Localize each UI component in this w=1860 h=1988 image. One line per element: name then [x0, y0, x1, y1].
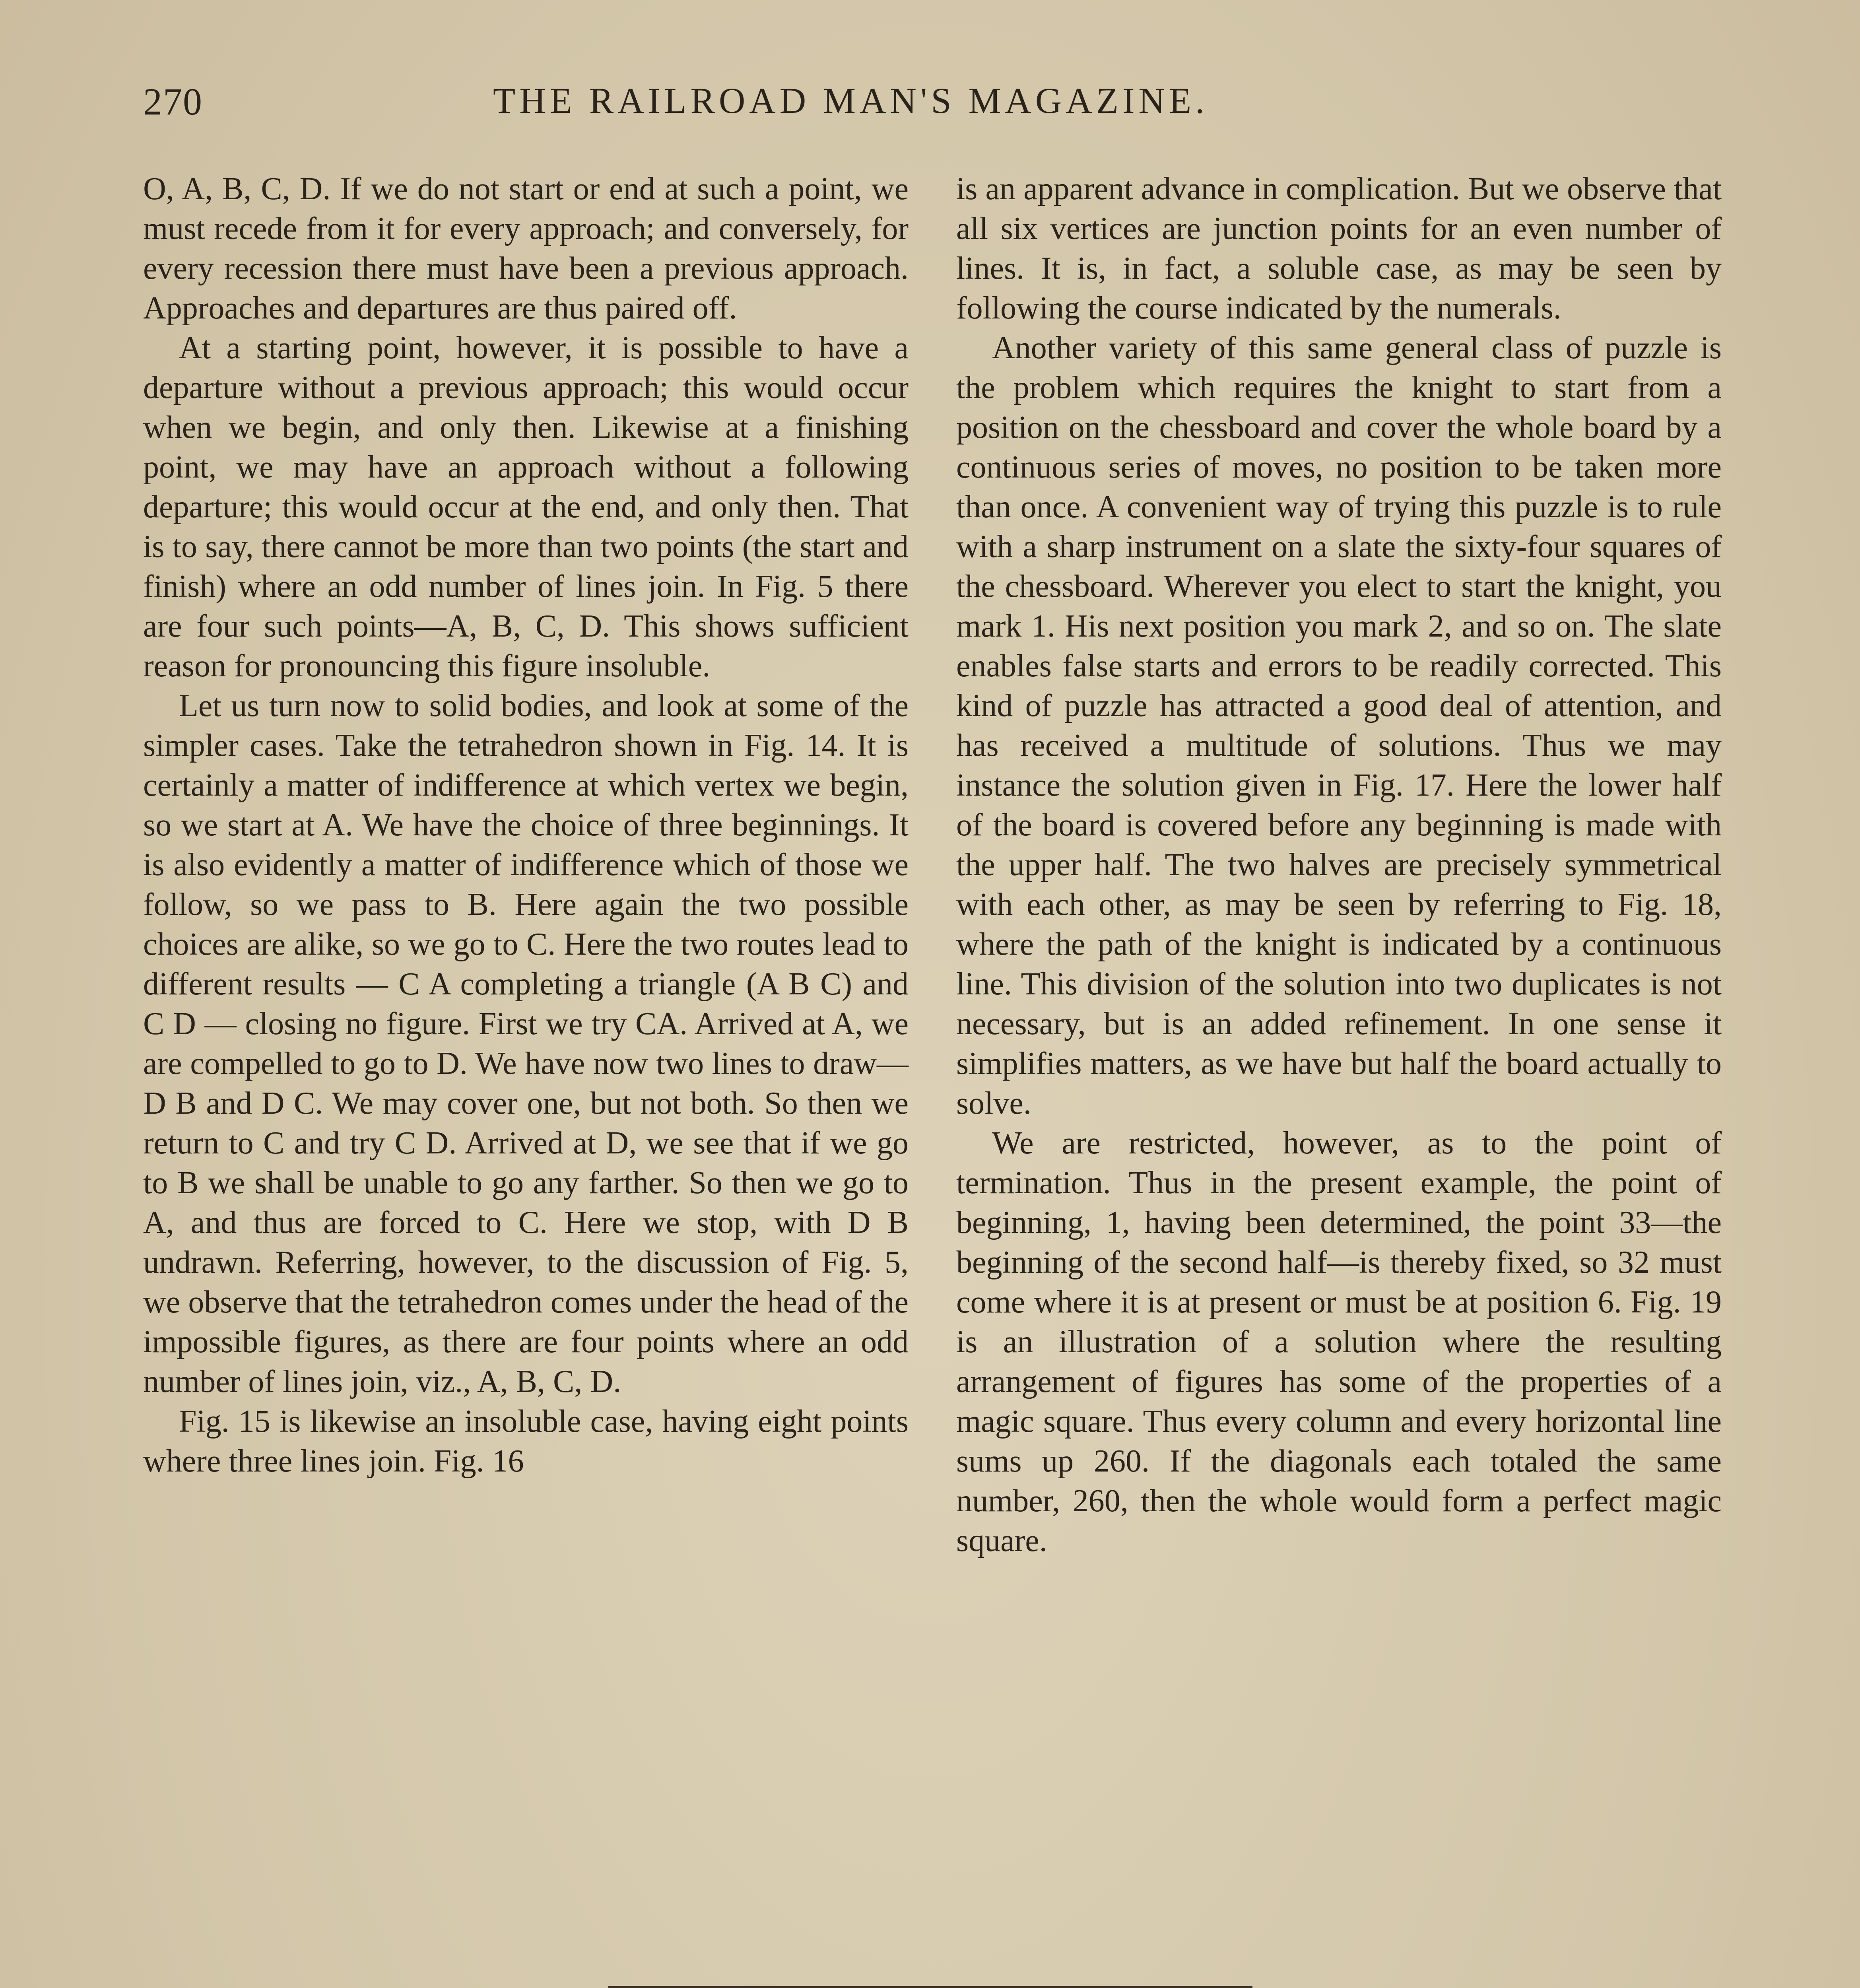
paragraph: Let us turn now to solid bodies, and look at some of the simpler cases. Take the tetrahedron shown in Fig. 14. It is certainly a matter of indifference at which vertex we begin, so we start at A. We have the choice of three beginnings. It is also evidently a matter of indifference which of those we follow, so we pass to B. Here again the two possible choices are alike, so we go to C. Here the two routes lead to different results — C A completing a triangle (A B C) and C D — closing no figure. First we try CA. Arrived at A, we are compelled to go to D. We have now two lines to draw—D B and D C. We may cover one, but not both. So then we return to C and try C D. Arrived at D, we see that if we go to B we shall be unable to go any farther. So then we go to A, and thus are forced to C. Here we stop, with D B undrawn. Referring, however, to the discussion of Fig. 5, we observe that the tetrahedron comes under the head of the impossible figures, as there are four points where an odd number of lines join, viz., A, B, C, D.: [143, 688, 909, 1399]
paragraph: At a starting point, however, it is possible to have a departure without a previous approach; this would occur when we begin, and only then. Likewise at a finishing point, we may have an approach without a following departure; this would occur at the end, and only then. That is to say, there cannot be more than two points (the start and finish) where an odd number of lines join. In Fig. 5 there are four such points—A, B, C, D. This shows sufficient reason for pronouncing this figure insoluble.: [143, 330, 909, 683]
magazine-title: THE RAILROAD MAN'S MAGAZINE.: [493, 80, 1209, 121]
top-article-right-column: [956, 169, 1722, 1561]
top-article-left-column: [143, 169, 909, 1481]
section-divider: [608, 1986, 1252, 1988]
paragraph: is an apparent advance in complication. But we observe that all six vertices are junction points for an even number of lines. It is, in fact, a soluble case, as may be seen by following the course indicated by the numerals.: [956, 171, 1722, 326]
paragraph: O, A, B, C, D. If we do not start or end at such a point, we must recede from it for every approach; and conversely, for every recession there must have been a previous approach. Approaches and departures are thus paired off.: [143, 171, 909, 326]
paragraph: We are restricted, however, as to the point of termination. Thus in the present example, the point of beginning, 1, having been determined, the point 33—the beginning of the second half—is thereby fixed, so 32 must come where it is at present or must be at position 6. Fig. 19 is an illustration of a solution where the resulting arrangement of figures has some of the properties of a magic square. Thus every column and every horizontal line sums up 260. If the diagonals each totaled the same number, 260, then the whole would form a perfect magic square.: [956, 1126, 1722, 1558]
paragraph: Fig. 15 is likewise an insoluble case, having eight points where three lines join. Fig. 16: [143, 1404, 909, 1479]
running-header: [143, 80, 1722, 127]
page-number: 270: [143, 80, 203, 123]
paragraph: Another variety of this same general class of puzzle is the problem which requires the knight to start from a position on the chessboard and cover the whole board by a continuous series of moves, no position to be taken more than once. A convenient way of trying this puzzle is to rule with a sharp instrument on a slate the sixty-four squares of the chessboard. Wherever you elect to start the knight, you mark 1. His next position you mark 2, and so on. The slate enables false starts and errors to be readily corrected. This kind of puzzle has attracted a good deal of attention, and has received a multitude of solutions. Thus we may instance the solution given in Fig. 17. Here the lower half of the board is covered before any beginning is made with the upper half. The two halves are precisely symmetrical with each other, as may be seen by referring to Fig. 18, where the path of the knight is indicated by a continuous line. This division of the solution into two duplicates is not necessary, but is an added refinement. In one sense it simplifies matters, as we have but half the board actually to solve.: [956, 330, 1722, 1121]
